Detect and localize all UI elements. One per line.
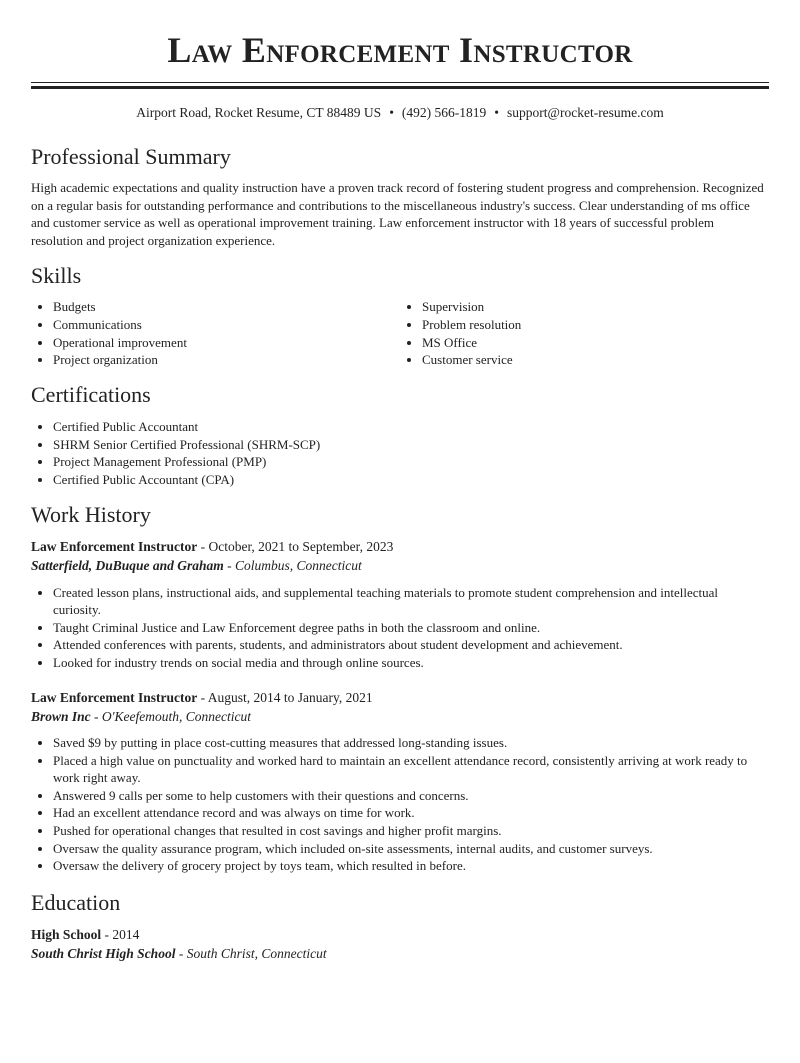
job-title-line bbox=[31, 537, 769, 557]
certifications-list bbox=[31, 418, 769, 488]
resume-title: Law Enforcement Instructor bbox=[167, 30, 633, 70]
contact-separator: • bbox=[389, 105, 394, 120]
job-bullet: • Looked for industry trends on social media and through online sources. bbox=[53, 654, 769, 672]
education-location: - South Christ, Connecticut bbox=[175, 945, 327, 961]
job-company: Brown Inc bbox=[31, 708, 91, 724]
skill-item: • Budgets bbox=[53, 298, 400, 316]
skills-column-left bbox=[31, 298, 400, 368]
job-bullet: • Answered 9 calls per some to help customers with their questions and concerns. bbox=[53, 787, 769, 805]
skill-item: • Communications bbox=[53, 316, 400, 334]
summary-text: High academic expectations and quality instruction have a proven track record of fostering student progress and comprehension. Recognized on a regular basis for outstanding performance and contributions to the miscellaneous industry's success. Clear understanding of ms office and customer service as well as operational improvement training. Law enforcement instructor with 18 years of successful problem resolution and project organization experience. bbox=[31, 180, 764, 248]
job-dates: - August, 2014 to January, 2021 bbox=[197, 689, 373, 705]
certification-item: • Certified Public Accountant bbox=[53, 418, 769, 436]
contact-address: Airport Road, Rocket Resume, CT 88489 US bbox=[136, 105, 382, 120]
certification-item: • Certified Public Accountant (CPA) bbox=[53, 471, 769, 489]
skill-item: • Supervision bbox=[422, 298, 769, 316]
skill-item: • Operational improvement bbox=[53, 334, 400, 352]
contact-line bbox=[31, 104, 769, 122]
job-bullet: • Oversaw the quality assurance program, which included on-site assessments, internal audits, and customer surveys. bbox=[53, 840, 769, 858]
job-location: - Columbus, Connecticut bbox=[223, 558, 362, 574]
summary-heading: Professional Summary bbox=[31, 144, 231, 169]
contact-email[interactable]: support@rocket-resume.com bbox=[507, 105, 664, 120]
job-location: - O'Keefemouth, Connecticut bbox=[90, 708, 252, 724]
job-bullet: • Created lesson plans, instructional aids, and supplemental teaching materials to promote student comprehension and intellectual curiosity. bbox=[53, 584, 769, 619]
skills-column-right bbox=[400, 298, 769, 368]
contact-phone: (492) 566-1819 bbox=[401, 105, 487, 120]
job-title-line bbox=[31, 688, 769, 708]
education-school: South Christ High School bbox=[31, 945, 176, 961]
job-bullet: • Oversaw the delivery of grocery project by toys team, which resulted in before. bbox=[53, 857, 769, 875]
education-degree-line bbox=[31, 925, 769, 945]
job-bullet: • Saved $9 by putting in place cost-cutting measures that addressed long-standing issues. bbox=[53, 734, 769, 752]
job-bullet: • Placed a high value on punctuality and worked hard to maintain an excellent attendance record, consistently arriving at work ready to work right away. bbox=[53, 752, 769, 787]
job-bullet: • Attended conferences with parents, students, and administrators about student development and achievement. bbox=[53, 636, 769, 654]
header-divider bbox=[31, 82, 769, 89]
resume-page bbox=[0, 28, 800, 963]
job-bullet: • Had an excellent attendance record and was always on time for work. bbox=[53, 804, 769, 822]
divider-thick bbox=[31, 86, 769, 89]
education-year: - 2014 bbox=[101, 926, 140, 942]
skill-item: • Customer service bbox=[422, 351, 769, 369]
contact-separator: • bbox=[494, 105, 500, 120]
job-bullet: • Taught Criminal Justice and Law Enforcement degree paths in both the classroom and online. bbox=[53, 619, 769, 637]
job-company-line bbox=[31, 557, 769, 575]
job-company: Satterfield, DuBuque and Graham bbox=[31, 558, 224, 574]
education-school-line bbox=[31, 945, 769, 963]
divider-thin bbox=[31, 82, 769, 83]
education-heading: Education bbox=[31, 889, 121, 915]
skills-list bbox=[31, 298, 769, 368]
job-bullets bbox=[31, 584, 769, 672]
job-company-line bbox=[31, 708, 769, 726]
certification-item: • SHRM Senior Certified Professional (SHRM-SCP) bbox=[53, 436, 769, 454]
job-title: Law Enforcement Instructor bbox=[31, 539, 198, 555]
skill-item: • Problem resolution bbox=[422, 316, 769, 334]
job-bullets bbox=[31, 734, 769, 875]
education-degree: High School bbox=[31, 926, 102, 942]
work-history-heading: Work History bbox=[31, 502, 151, 528]
job-dates: - October, 2021 to September, 2023 bbox=[197, 539, 394, 555]
skill-item: • MS Office bbox=[422, 334, 769, 352]
skill-item: • Project organization bbox=[53, 351, 400, 369]
certification-item: • Project Management Professional (PMP) bbox=[53, 453, 769, 471]
job-bullet: • Pushed for operational changes that resulted in cost savings and higher profit margins. bbox=[53, 822, 769, 840]
certifications-heading: Certifications bbox=[31, 382, 151, 408]
job-title: Law Enforcement Instructor bbox=[31, 689, 198, 705]
skills-heading: Skills bbox=[31, 263, 82, 289]
